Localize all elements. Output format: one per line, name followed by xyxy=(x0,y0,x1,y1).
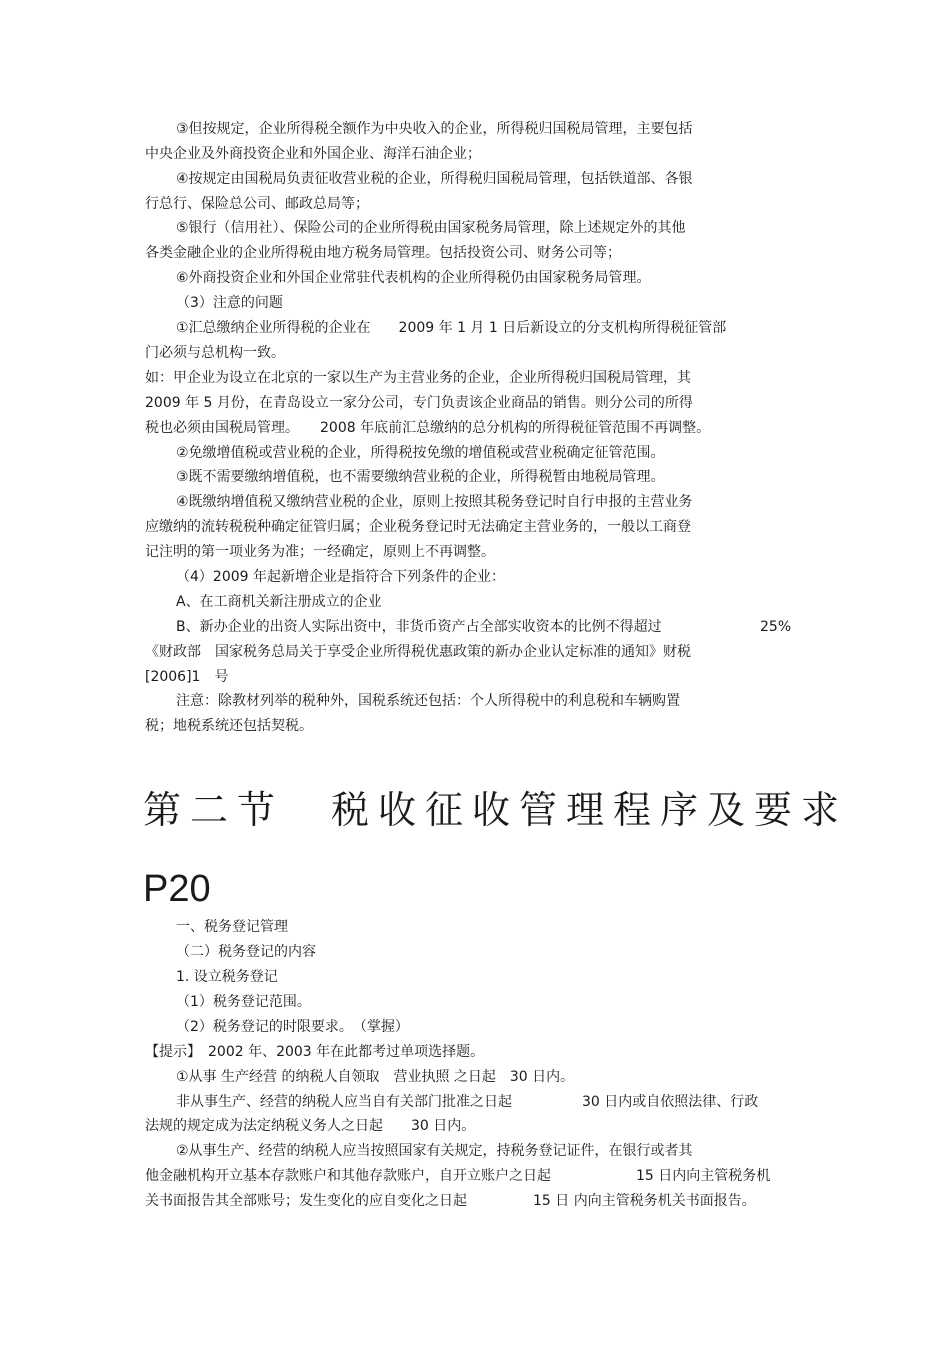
subheading-line: （4）2009 年起新增企业是指符合下列条件的企业： xyxy=(176,569,505,585)
paragraph-line: 法规的规定成为法定纳税义务人之日起 30 日内。 xyxy=(145,1118,476,1134)
list-item: B、新办企业的出资人实际出资中，非货币资产占全部实收资本的比例不得超过 xyxy=(176,619,662,635)
paragraph-line: 15 日 内向主管税务机关书面报告。 xyxy=(533,1193,756,1209)
paragraph-line: 关书面报告其全部账号；发生变化的应自变化之日起 xyxy=(145,1193,467,1209)
paragraph-line: 门必须与总机构一致。 xyxy=(145,345,285,361)
section-title: 第二节 税收征收管理程序及要求 xyxy=(143,788,849,832)
paragraph-line: 记注明的第一项业务为准；一经确定，原则上不再调整。 xyxy=(145,544,495,560)
note-line: 税；地税系统还包括契税。 xyxy=(145,718,313,734)
subheading-line: （二）税务登记的内容 xyxy=(176,944,316,960)
list-item: A、在工商机关新注册成立的企业 xyxy=(176,594,382,610)
paragraph-line: 如：甲企业为设立在北京的一家以生产为主营业务的企业，企业所得税归国税局管理，其 xyxy=(145,370,691,386)
subheading-line: 1. 设立税务登记 xyxy=(176,969,278,985)
paragraph-line: ⑤银行（信用社）、保险公司的企业所得税由国家税务局管理，除上述规定外的其他 xyxy=(176,220,686,236)
paragraph-line: 他金融机构开立基本存款账户和其他存款账户，自开立账户之日起 xyxy=(145,1168,551,1184)
paragraph-line: ⑥外商投资企业和外国企业常驻代表机构的企业所得税仍由国家税务局管理。 xyxy=(176,270,651,286)
paragraph-line: ④按规定由国税局负责征收营业税的企业，所得税归国税局管理，包括铁道部、各银 xyxy=(176,171,693,187)
subheading-line: （3）注意的问题 xyxy=(176,295,283,311)
paragraph-line: ①汇总缴纳企业所得税的企业在 2009 年 1 月 1 日后新设立的分支机构所得税征管部 xyxy=(176,320,727,336)
note-line: 注意：除教材列举的税种外，国税系统还包括：个人所得税中的利息税和车辆购置 xyxy=(176,693,680,709)
paragraph-line: 行总行、保险总公司、邮政总局等； xyxy=(145,196,369,212)
paragraph-line: 各类金融企业的企业所得税由地方税务局管理。包括投资公司、财务公司等； xyxy=(145,245,621,261)
page-reference: P20 xyxy=(143,868,211,910)
percentage-value: 25% xyxy=(760,619,792,635)
paragraph-line: ②免缴增值税或营业税的企业，所得税按免缴的增值税或营业税确定征管范围。 xyxy=(176,445,665,461)
paragraph-line: 应缴纳的流转税税种确定征管归属；企业税务登记时无法确定主营业务的，一般以工商登 xyxy=(145,519,691,535)
paragraph-line: ①从事 生产经营 的纳税人自领取 营业执照 之日起 30 日内。 xyxy=(176,1069,575,1085)
paragraph-line: 15 日内向主管税务机 xyxy=(636,1168,771,1184)
paragraph-line: 中央企业及外商投资企业和外国企业、海洋石油企业； xyxy=(145,146,481,162)
paragraph-line: 《财政部 国家税务总局关于享受企业所得税优惠政策的新办企业认定标准的通知》财税 xyxy=(145,644,691,660)
paragraph-line: ④既缴纳增值税又缴纳营业税的企业，原则上按照其税务登记时自行申报的主营业务 xyxy=(176,494,693,510)
paragraph-line: 30 日内或自依照法律、行政 xyxy=(582,1094,759,1110)
paragraph-line: ③但按规定，企业所得税全额作为中央收入的企业，所得税归国税局管理，主要包括 xyxy=(176,121,693,137)
paragraph-line: ②从事生产、经营的纳税人应当按照国家有关规定，持税务登记证件，在银行或者其 xyxy=(176,1143,693,1159)
paragraph-line: 2009 年 5 月份，在青岛设立一家分公司，专门负责该企业商品的销售。则分公司的所得 xyxy=(145,395,693,411)
subheading-line: 一、税务登记管理 xyxy=(176,919,288,935)
list-item: （1）税务登记范围。 xyxy=(176,994,311,1010)
paragraph-line: ③既不需要缴纳增值税，也不需要缴纳营业税的企业，所得税暂由地税局管理。 xyxy=(176,469,665,485)
list-item: （2）税务登记的时限要求。 （掌握） xyxy=(176,1019,409,1035)
tip-line: 【提示】 2002 年、2003 年在此都考过单项选择题。 xyxy=(145,1044,485,1060)
paragraph-line: [2006]1 号 xyxy=(145,669,229,685)
paragraph-line: 非从事生产、经营的纳税人应当自有关部门批准之日起 xyxy=(176,1094,512,1110)
paragraph-line: 税也必须由国税局管理。 2008 年底前汇总缴纳的总分机构的所得税征管范围不再调整。 xyxy=(145,420,711,436)
